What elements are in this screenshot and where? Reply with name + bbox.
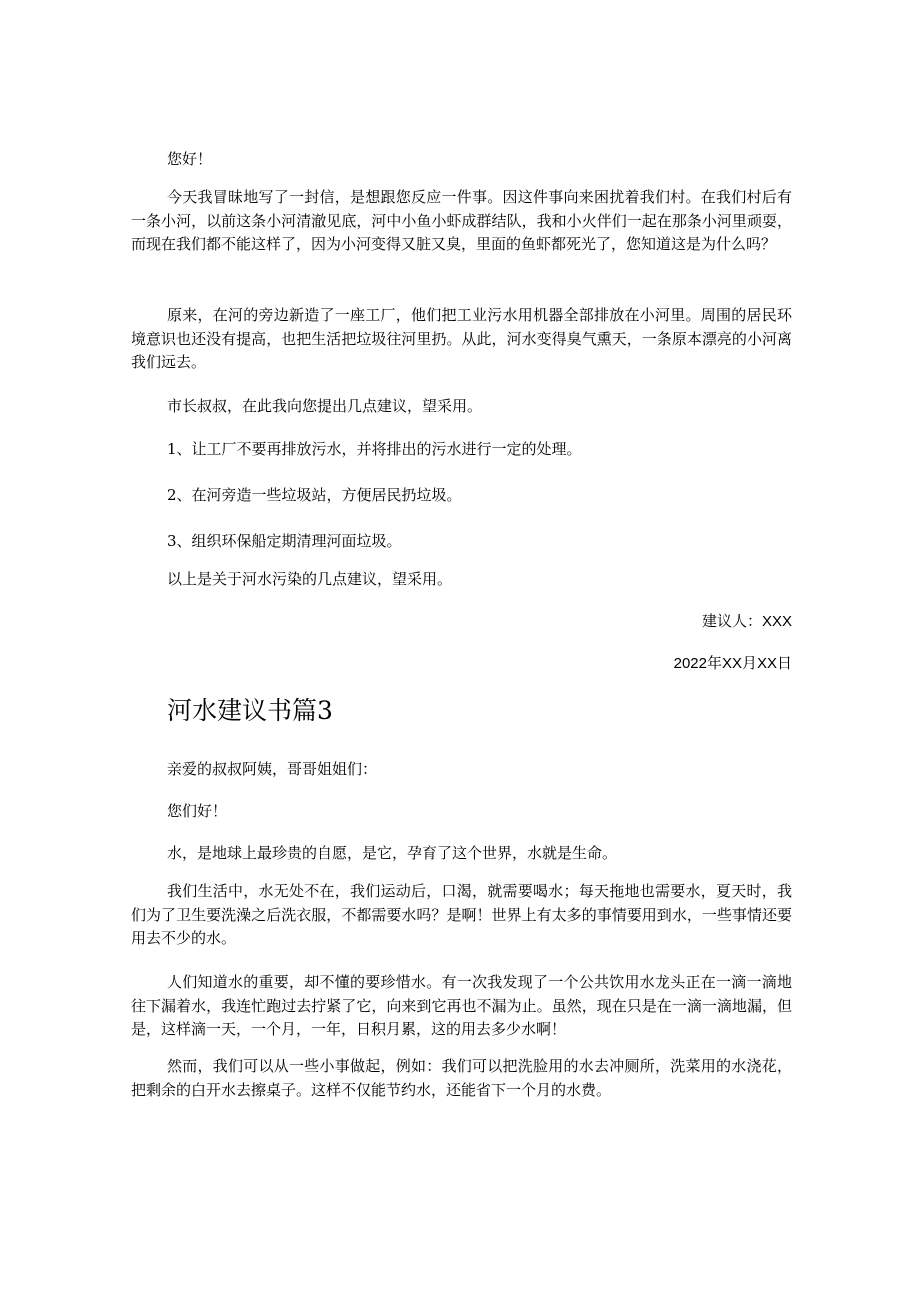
letter2-closing: 以上是关于河水污染的几点建议，望采用。 (167, 570, 453, 588)
section-title: 河水建议书篇3 (167, 696, 333, 725)
signer: 建议人：XXX (701, 613, 792, 630)
letter2-paragraph-2: 原来，在河的旁边新造了一座工厂，他们把工业污水用机器全部排放在小河里。周围的居民环境意识也还没有提高，也把生活把垃圾往河里扔。从此，河水变得臭气熏天，一条原本漂亮的小河离我们远去。 (131, 306, 792, 371)
letter3-paragraph-3: 人们知道水的重要，却不懂的要珍惜水。有一次我发现了一个公共饮用水龙头正在一滴一滴地往下漏着水，我连忙跑过去拧紧了它，向来到它再也不漏为止。虽然，现在只是在一滴一滴地漏，但是，这样滴一天，一个月，一年，日积月累，这的用去多少水啊！ (131, 973, 792, 1038)
suggestion-item-2: 2、在河旁造一些垃圾站，方便居民扔垃圾。 (167, 486, 462, 504)
letter3-paragraph-4: 然而，我们可以从一些小事做起，例如：我们可以把洗脸用的水去冲厕所，洗菜用的水浇花，把剩余的白开水去擦桌子。这样不仅能节约水，还能省下一个月的水费。 (131, 1057, 792, 1099)
letter-date: 2022年XX月XX日 (673, 655, 792, 672)
letter2-paragraph-3: 市长叔叔，在此我向您提出几点建议，望采用。 (167, 397, 483, 415)
letter2-paragraph-1: 今天我冒昧地写了一封信，是想跟您反应一件事。因这件事向来困扰着我们村。在我们村后有一条小河，以前这条小河清澈见底，河中小鱼小虾成群结队，我和小火伴们一起在那条小河里顽耍，而现在我们都不能这样了，因为小河变得又脏又臭，里面的鱼虾都死光了，您知道这是为什么吗？ (131, 188, 792, 253)
letter3-greeting: 您们好！ (167, 802, 228, 820)
letter3-paragraph-1: 水，是地球上最珍贵的自愿，是它，孕育了这个世界，水就是生命。 (167, 844, 618, 862)
letter3-salutation: 亲爱的叔叔阿姨，哥哥姐姐们： (167, 760, 378, 778)
letter2-greeting: 您好！ (167, 150, 213, 168)
letter3-paragraph-2: 我们生活中，水无处不在，我们运动后，口渴，就需要喝水；每天拖地也需要水，夏天时，我们为了卫生要洗澡之后洗衣服，不都需要水吗？是啊！世界上有太多的事情要用到水，一些事情还要用去不少的水。 (131, 882, 792, 947)
suggestion-item-3: 3、组织环保船定期清理河面垃圾。 (167, 532, 402, 550)
suggestion-item-1: 1、让工厂不要再排放污水，并将排出的污水进行一定的处理。 (167, 440, 582, 458)
